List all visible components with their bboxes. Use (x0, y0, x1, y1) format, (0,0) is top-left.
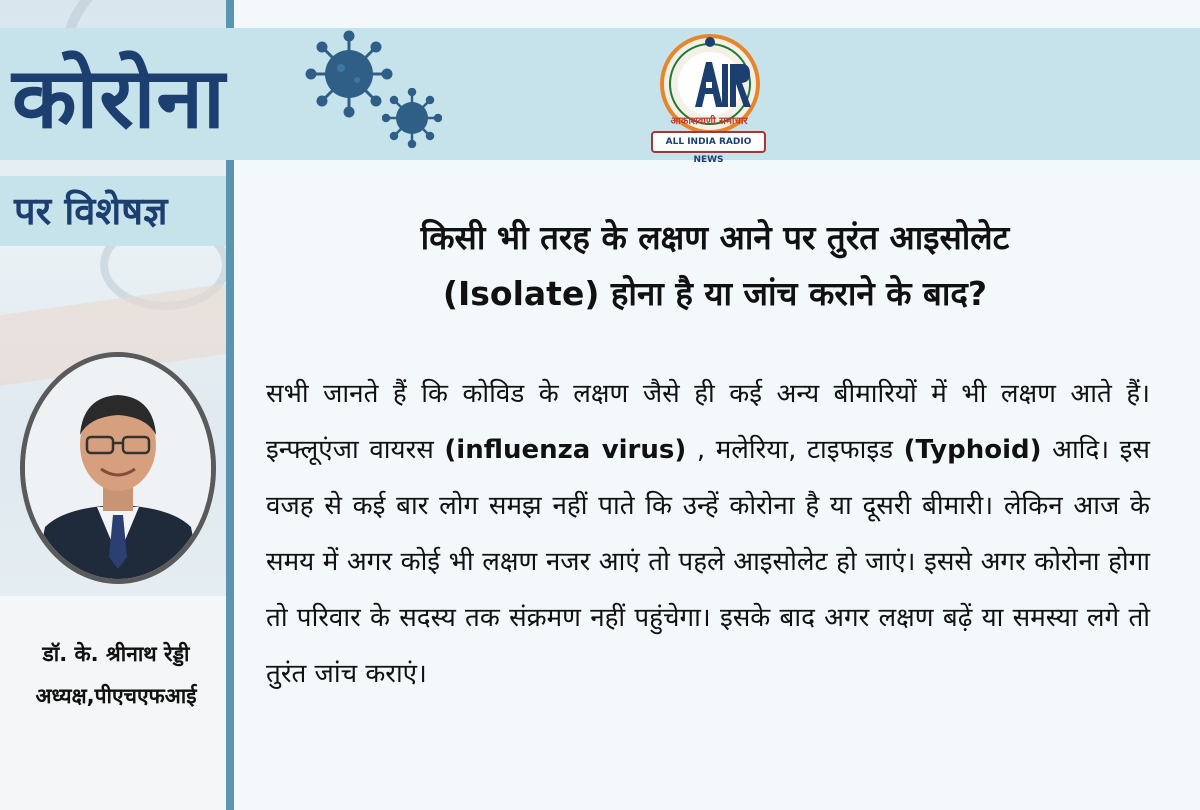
virus-icon (305, 30, 393, 118)
page-subtitle: पर विशेषज्ञ (14, 189, 168, 233)
expert-designation: अध्यक्ष,पीएचएफआई (35, 684, 197, 708)
virus-icon (382, 88, 442, 148)
answer-bold-term: (Typhoid) (903, 435, 1042, 465)
question-heading (250, 210, 1180, 322)
question-line-2: (Isolate) होना है या जांच कराने के बाद? (442, 274, 988, 313)
answer-paragraph (266, 366, 1150, 702)
logo-english-text: ALL INDIA RADIO NEWS (651, 131, 766, 153)
logo-hindi-text: आकाशवाणी समाचार (670, 116, 748, 127)
expert-name: डॉ. के. श्रीनाथ रेड्डी (42, 642, 190, 666)
question-line-1: किसी भी तरह के लक्षण आने पर तुरंत आइसोलेट (420, 218, 1010, 257)
answer-text: आदि। इस वजह से कई बार लोग समझ नहीं पाते कि उन्हें कोरोना है या दूसरी बीमारी। लेकिन आज के समय में अगर कोई भी लक्षण नजर आएं तो पहले आइसोलेट हो जाएं। इससे अगर कोरोना होगा तो परिवार के सदस्य तक संक्रमण नहीं पहुंचेगा। इसके बाद अगर लक्षण बढ़ें या समस्या लगे तो तुरंत जांच कराएं। (266, 435, 1151, 689)
answer-bold-term: (influenza virus) (444, 435, 687, 465)
answer-text: सभी जानते हैं कि कोविड के लक्षण जैसे ही कई अन्य बीमारियों में भी लक्षण आते हैं। इन्फ्लूएंजा वायरस (266, 379, 1150, 465)
answer-text: , मलेरिया, टाइफाइड (686, 435, 904, 465)
person-avatar-icon (25, 357, 211, 579)
page-title: कोरोना (12, 49, 226, 147)
expert-portrait (20, 352, 216, 584)
